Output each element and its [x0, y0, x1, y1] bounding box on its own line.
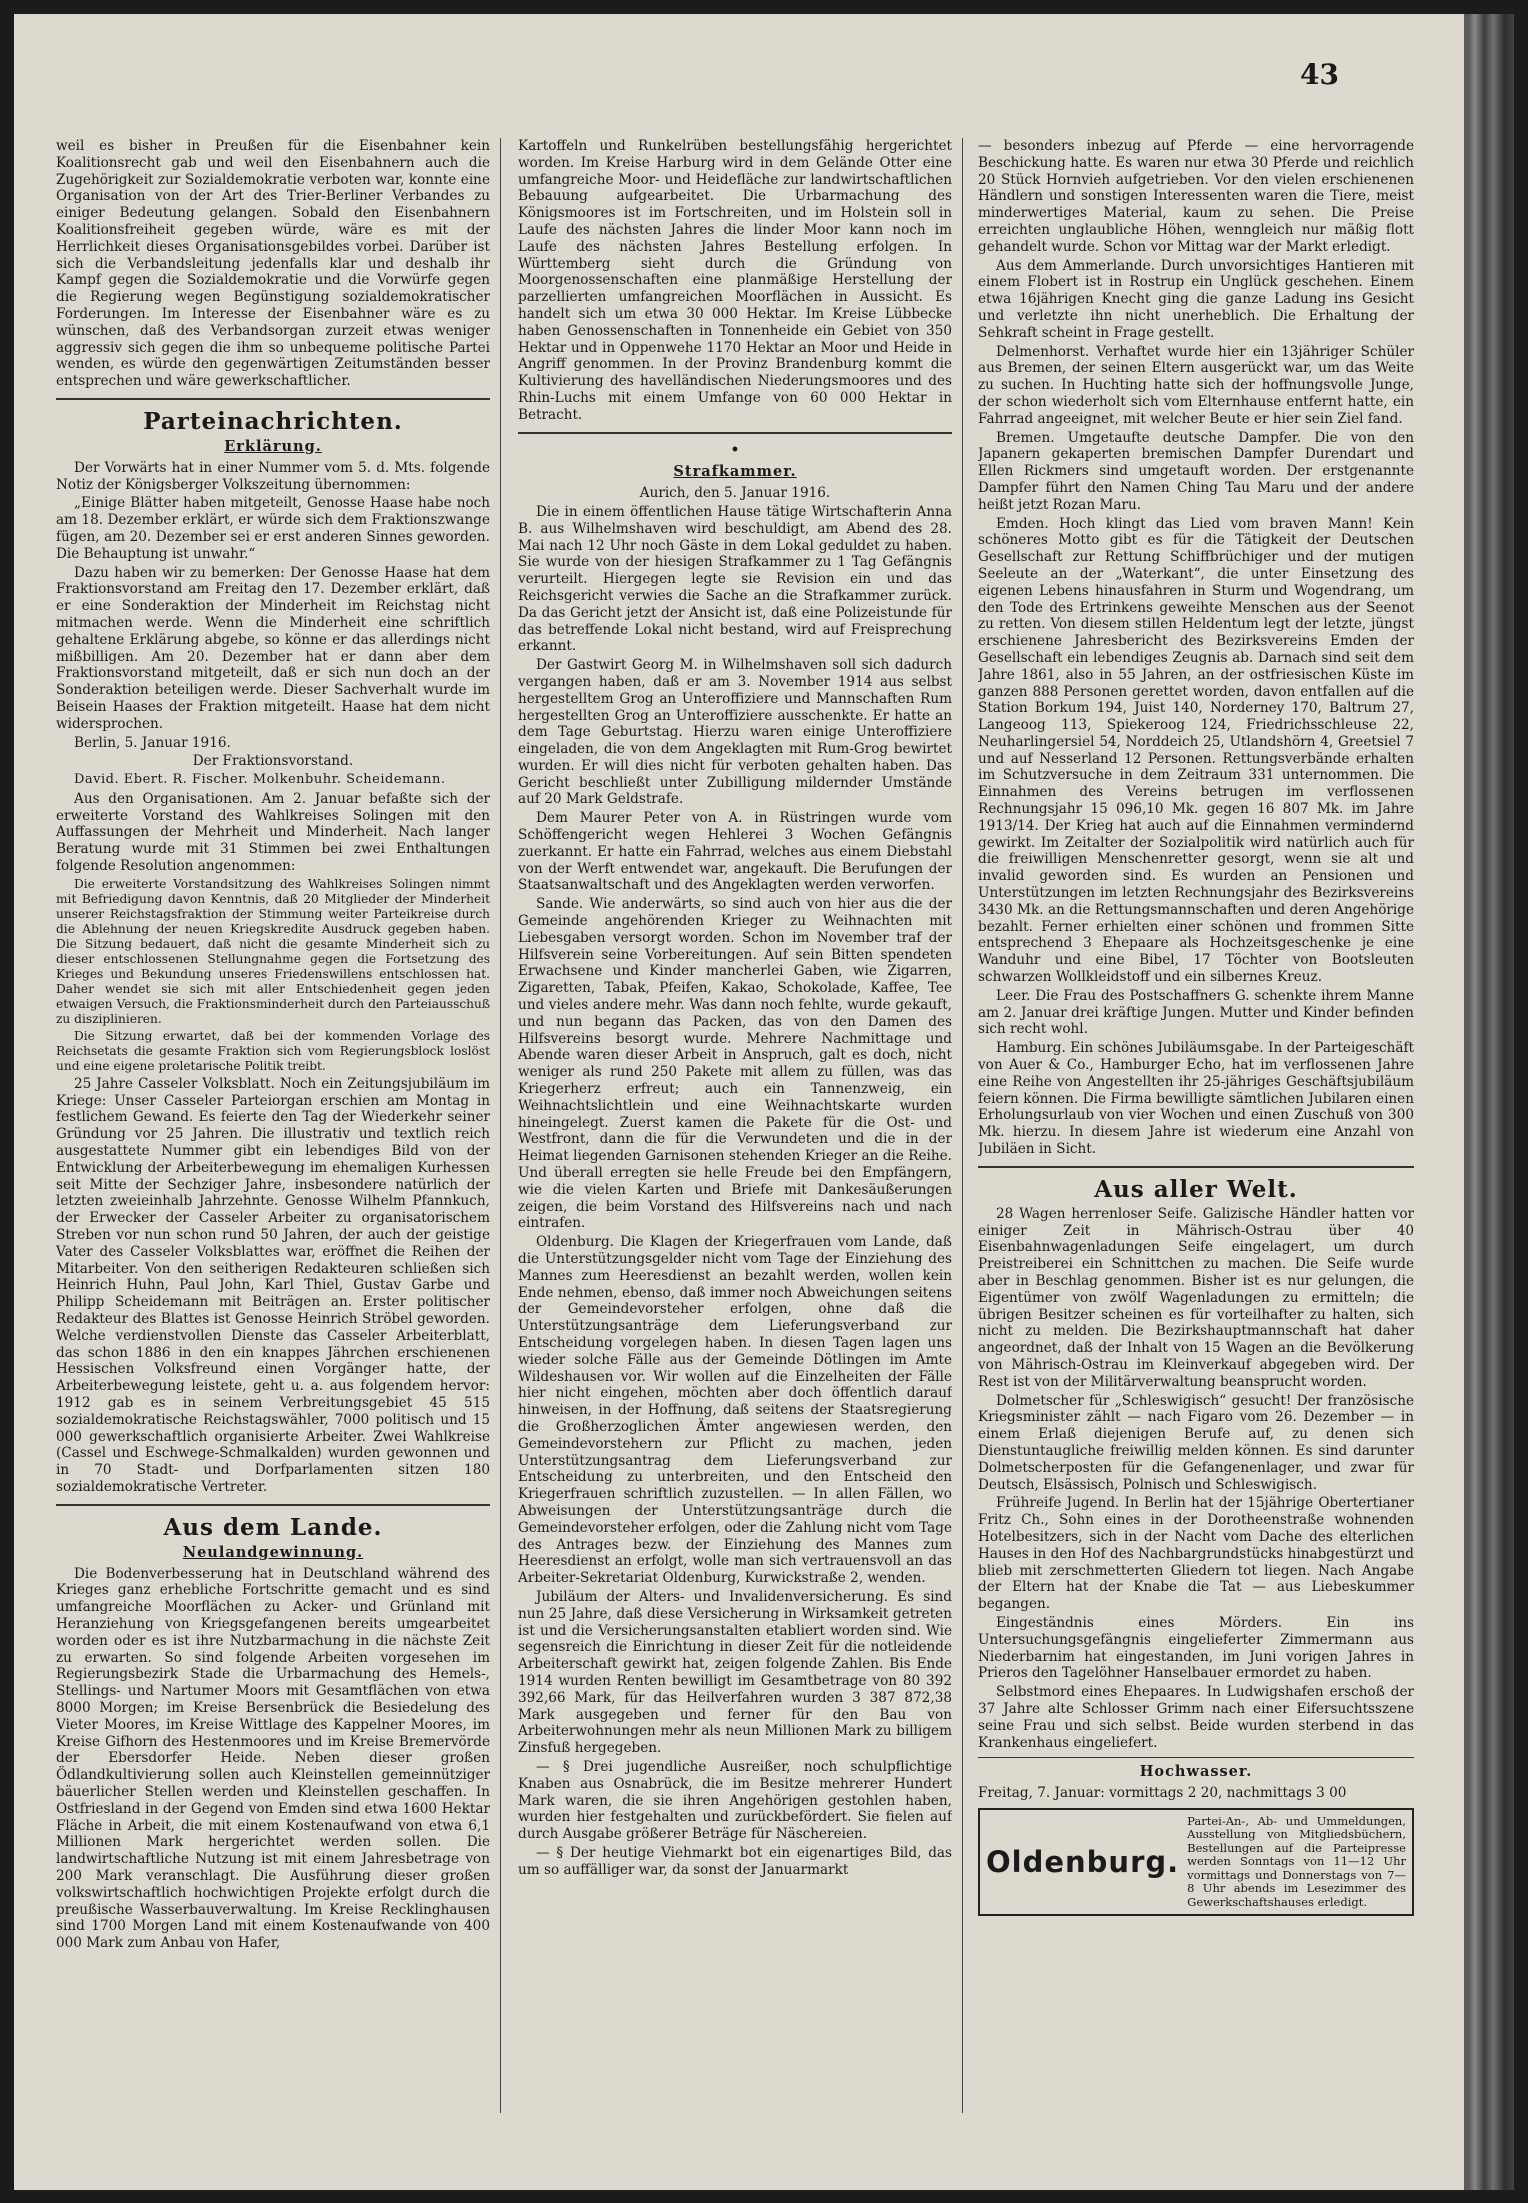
- divider: [518, 432, 952, 434]
- article-text: Aus den Organisationen. Am 2. Januar befaßte sich der erweiterte Vorstand des Wahlkreises Solingen mit den Auffassungen der Mehrheit und Minderheit. Nach langer Beratung wurde mit 31 Stimmen bei zwei Enthaltungen folgende Resolution angenommen:: [56, 790, 490, 875]
- column-3: [978, 138, 1414, 2128]
- article-text: — § Drei jugendliche Ausreißer, noch schulpflichtige Knaben aus Osnabrück, die im Besitze mehrerer Hundert Mark waren, die sie ihren Angehörigen gestohlen haben, wurden hier festgehalten und zurückbefördert. Sie fielen auf durch Ausgabe größerer Beträge für Näschereien.: [518, 1758, 952, 1843]
- section-heading-partei: Parteinachrichten.: [143, 407, 403, 435]
- sub-heading: Erklärung.: [224, 437, 322, 455]
- article-text: Frühreife Jugend. In Berlin hat der 15jährige Obertertianer Fritz Ch., Sohn eines in der Dorotheenstraße wohnenden Hotelbesitzers, sich in der Nacht vom Dache des elterlichen Hauses in den Hof des Nachbargrundstücks hinabgestürzt und blieb mit zerschmetterten Gliedern tot liegen. Nach Angabe der Eltern hat der Knabe die Tat — aus Liebeskummer begangen.: [978, 1495, 1414, 1613]
- article-text: Dazu haben wir zu bemerken: Der Genosse Haase hat dem Fraktionsvorstand am Freitag den 17. Dezember erklärt, daß er eine Sonderaktion der Minderheit im Reichstag nicht mitmachen werde. Wenn die Minderheit eine schriftlich gehaltene Erklärung abgebe, so könne er das allerdings nicht mißbilligen. Am 20. Dezember hat er dann aber dem Fraktionsvorstand mitgeteilt, daß er sich nun doch an der Sonderaktion beteiligen werde. Dieser Sachverhalt wurde im Beisein Haases der Fraktion mitgeteilt. Haase hat dem nicht widersprochen.: [56, 564, 490, 732]
- section-heading-lande: Aus dem Lande.: [163, 1513, 383, 1541]
- column-1: [56, 138, 490, 2128]
- article-text: Eingeständnis eines Mörders. Ein ins Untersuchungsgefängnis eingelieferter Zimmermann aus Niederbarnim hat eingestanden, im Juni vorigen Jahres in Prieros den Tagelöhner Hanselbauer ermordet zu haben.: [978, 1614, 1414, 1682]
- notice-box: [978, 1808, 1414, 1917]
- article-quote: „Einige Blätter haben mitgeteilt, Genosse Haase habe noch am 18. Dezember erklärt, er würde sich dem Fraktionszwange fügen, am 20. Dezember sei er erst anderen Sinnes geworden. Die Behauptung ist unwahr.“: [56, 495, 490, 562]
- article-text: Selbstmord eines Ehepaares. In Ludwigshafen erschoß der 37 Jahre alte Schlosser Grimm nach einer Eifersuchtsszene seine Frau und sich selbst. Beide wurden sterbend in das Krankenhaus eingeliefert.: [978, 1684, 1414, 1751]
- article-text: Hamburg. Ein schönes Jubiläumsgabe. In der Parteigeschäft von Auer & Co., Hamburger Echo, hat im verflossenen Jahre eine Reihe von Angestellten ihr 25-jähriges Geschäftsjubiläum feiern können. Die Firma bewilligte sämtlichen Jubilaren einen Erholungsurlaub von vier Wochen und einen Zuschuß von 300 Mk. hierzu. In diesem Jahre ist wiederum eine Anzahl von Jubiläen in Sicht.: [978, 1040, 1414, 1158]
- column-rule: [962, 138, 963, 2113]
- article-text: Sande. Wie anderwärts, so sind auch von hier aus die der Gemeinde angehörenden Krieger zu Weihnachten mit Liebesgaben versorgt worden. Schon im November traf der Hilfsverein seine Vorbereitungen. Auf sein Bitten spendeten Erwachsene und Kinder mancherlei Gaben, wie Zigarren, Zigaretten, Tabak, Pfeifen, Kakao, Schokolade, Kaffee, Tee und vieles andere mehr. Was dann noch fehlte, wurde gekauft, und nun begann das Packen, das von den Damen des Hilfsvereins besorgt wurde. Mehrere Nachmittage und Abende waren dieser Arbeit in Anspruch, galt es doch, nicht weniger als rund 250 Pakete mit allem zu füllen, was das Kriegerherz erfreut; auch ein Tannenzweig, ein Weihnachtslichtlein und eine Weihnachtskarte wurden hineingelegt. Zuerst kamen die Pakete für die Ost- und Westfront, dann die für die Verwundeten und die in der Heimat liegenden Garnisonen stehenden Krieger an die Reihe. Und überall erregten sie helle Freude bei den Empfängern, wie die vielen Karten und Briefe mit Dankesäußerungen zeigen, die beim Vorstand des Hilfsvereins nach und nach eintrafen.: [518, 896, 952, 1232]
- divider: [56, 1504, 490, 1506]
- divider: [56, 398, 490, 400]
- resolution-text: Die erweiterte Vorstandsitzung des Wahlkreises Solingen nimmt mit Befriedigung davon Kenntnis, daß 20 Mitglieder der Minderheit unserer Reichstagsfraktion der Stimmung weiter Parteikreise durch die Ablehnung der neuen Kriegskredite Ausdruck gegeben haben. Die Sitzung bedauert, daß nicht die gesamte Minderheit sich zu dieser entschlossenen Stellungnahme gegen die Fortsetzung des Krieges und Bekundung unseres Friedenswillens entschlossen hat. Daher wendet sie sich mit aller Entschiedenheit gegen jeden etwaigen Versuch, die Fraktionsminderheit durch den Parteiausschuß zu disziplinieren.: [56, 876, 490, 1026]
- section-heading-welt: Aus aller Welt.: [1094, 1175, 1298, 1203]
- signature: Der Fraktionsvorstand.: [192, 753, 354, 770]
- sub-heading-hochwasser: Hochwasser.: [1139, 1763, 1253, 1781]
- article-text: 25 Jahre Casseler Volksblatt. Noch ein Zeitungsjubiläum im Kriege: Unser Casseler Parteiorgan erschien am Montag in festlichem Gewand. Es feierte den Tag der Wiederkehr seiner Gründung vor 25 Jahren. Die illustrativ und textlich reich ausgestattete Nummer gibt ein lebendiges Bild von der Entwicklung der Arbeiterbewegung im ehemaligen Kurhessen seit Mitte der Sechziger Jahre, insbesondere natürlich der letzten zweieinhalb Jahrzehnte. Genosse Wilhelm Pfannkuch, der Erwecker der Casseler Arbeiter zu organisatorischem Streben vor nun schon rund 50 Jahren, der auch der geistige Vater des Casseler Volksblattes war, eröffnet die Reihen der Mitarbeiter. Von den seitherigen Redakteuren schließen sich Heinrich Huhn, Paul John, Karl Thiel, Gustav Garbe und Philipp Scheidemann mit Beiträgen an. Erster politischer Redakteur des Blattes ist Genosse Heinrich Ströbel geworden. Welche verdienstvollen Dienste das Casseler Arbeiterblatt, das schon 1886 in den ein knappes Jährchen erschienenen Hessischen Volksfreund einen Vorgänger hatte, der Arbeiterbewegung leistete, geht u. a. aus folgendem hervor: 1912 gab es in seinem Verbreitungsgebiet 45 515 sozialdemokratische Reichstagswähler, 7000 politisch und 15 000 gewerkschaftlich organisierte Arbeiter. Zwei Wahlkreise (Cassel und Eschwege-Schmalkalden) wurden gewonnen und in 70 Stadt- und Dorfparlamenten sitzen 180 sozialdemokratische Vertreter.: [56, 1075, 490, 1495]
- article-text: 28 Wagen herrenloser Seife. Galizische Händler hatten vor einiger Zeit in Mährisch-Ostrau über 40 Eisenbahnwagenladungen Seife eingelagert, um durch Preistreiberei ein Schnittchen zu machen. Die Seife wurde aber in Beschlag genommen. Bisher ist es nur gelungen, die Eigentümer von zwölf Wagenladungen zu ermitteln; die übrigen Besitzer scheinen es für vorteilhafter zu halten, sich nicht zu melden. Die Bezirkshauptmannschaft hat daher angeordnet, daß der Inhalt von 15 Wagen an die Bevölkerung von Mährisch-Ostrau im Kleinverkauf abgegeben wird. Der Rest ist von der Militärverwaltung beansprucht worden.: [978, 1205, 1414, 1390]
- notice-text: Partei-An-, Ab- und Ummeldungen, Ausstellung von Mitgliedsbüchern, Bestellungen auf die Parteipresse werden Sonntags von 11—12 Uhr vormittags und Donnerstags von 7—8 Uhr abends im Lesezimmer des Gewerkschaftshauses erledigt.: [1187, 1813, 1406, 1909]
- article-text: Dem Maurer Peter von A. in Rüstringen wurde vom Schöffengericht wegen Hehlerei 3 Wochen Gefängnis zuerkannt. Er hatte ein Fahrrad, welches aus einem Diebstahl von der Werft entwendet war, angekauft. Die Berufungen der Staatsanwaltschaft und des Angeklagten werden verworfen.: [518, 810, 952, 894]
- page-number: 43: [1300, 58, 1339, 91]
- article-text: Delmenhorst. Verhaftet wurde hier ein 13jähriger Schüler aus Bremen, der seinen Eltern ausgerückt war, um das Weite zu suchen. In Huchting hatte sich der hoffnungsvolle Junge, der schon wiederholt sich vom Elternhause entfernt hatte, ein Fahrrad angeeignet, mit welcher Beute er hier sein Ziel fand.: [978, 343, 1414, 427]
- article-text: weil es bisher in Preußen für die Eisenbahner kein Koalitionsrecht gab und weil den Eisenbahnern auch die Zugehörigkeit zur Sozialdemokratie verboten war, konnte eine Organisation von der Art des Trier-Berliner Verbandes zu einiger Bedeutung gelangen. Sobald den Eisenbahnern Koalitionsfreiheit gegeben würde, wäre es mit der Herrlichkeit dieses Organisationsgebildes vorbei. Darüber ist sich die Verbandsleitung jedenfalls klar und deshalb ihr Kampf gegen die Sozialdemokratie und die Vorwürfe gegen die Regierung wegen Begünstigung sozialdemokratischer Forderungen. Im Interesse der Eisenbahner wäre es zu wünschen, daß des Verbandsorgan zurzeit etwas weniger aggressiv sich gegen die ihm so unbequeme politische Partei wenden, es würde den gegenwärtigen Zeitumständen besser entsprechen und wäre gewerkschaftlicher.: [56, 138, 490, 390]
- divider: [978, 1757, 1414, 1758]
- tide-times: Freitag, 7. Januar: vormittags 2 20, nachmittags 3 00: [978, 1785, 1347, 1802]
- column-2: [518, 138, 952, 2128]
- article-text: Leer. Die Frau des Postschaffners G. schenkte ihrem Manne am 2. Januar drei kräftige Jungen. Mutter und Kinder befinden sich recht wohl.: [978, 987, 1414, 1038]
- article-text: Dolmetscher für „Schleswigisch“ gesucht! Der französische Kriegsminister zählt — nach Figaro vom 26. Dezember — in einem Erlaß diejenigen Berufe auf, zu denen sich Dienstuntaugliche freiwillig melden können. Es sind darunter Dolmetscherposten für die Gefangenenlager, und zwar für Deutsch, Elsässisch, Polnisch und Schleswigisch.: [978, 1392, 1414, 1493]
- sub-heading: Strafkammer.: [673, 463, 797, 481]
- dateline: Berlin, 5. Januar 1916.: [74, 734, 231, 751]
- resolution-text: Die Sitzung erwartet, daß bei der kommenden Vorlage des Reichsetats die gesamte Fraktion sich vom Regierungsblock loslöst und eine eigene proletarische Politik treibt.: [56, 1028, 490, 1073]
- sub-heading: Neulandgewinnung.: [182, 1543, 364, 1561]
- article-text: Emden. Hoch klingt das Lied vom braven Mann! Kein schöneres Motto gibt es für die Tätigkeit der Deutschen Gesellschaft zur Rettung Schiffbrüchiger und der mutigen Seeleute an der „Waterkant“, die unter Einsetzung des eigenen Lebens hinausfahren in Sturm und Wogendrang, um den Tode des Ertrinkens geweihte Menschen aus der Seenot zu retten. Von diesem stillen Heldentum legt der letzte, jüngst erschienene Jahresbericht des Bezirksvereins Emden der Gesellschaft ein lebendiges Zeugnis ab. Darnach sind seit dem Jahre 1861, also in 55 Jahren, an der ostfriesischen Küste im ganzen 888 Personen gerettet worden, davon entfallen auf die Station Borkum 194, Juist 140, Norderney 170, Baltrum 27, Langeoog 113, Spiekeroog 124, Friedrichsschleuse 22, Neuharlingersiel 54, Norddeich 25, Utlandshörn 4, Greetsiel 7 und auf Nesserland 12 Personen. Rettungsverbände erhalten im Schutzversuche in dem Zeitraum 331 unternommen. Die Einnahmen des Vereins betrugen im verflossenen Rechnungsjahr 15 096,10 Mk. gegen 16 807 Mk. im Jahre 1913/14. Der Krieg hat auch auf die Einnahmen vermindernd gewirkt. Im Zeitalter der Sozialpolitik wird natürlich auch für die freiwilligen Menschenretter gesorgt, wenn sie alt und invalid geworden sind. Es wurden an Pensionen und Unterstützungen im letzten Rechnungsjahr des Bezirksvereins 3430 Mk. an die Rettungsmannschaften und deren Angehörige bezahlt. Ferner erhielten einer schönen und frommen Sitte entsprechend 3 Ehepaare als Hochzeitsgeschenke je eine Wanduhr und eine Bibel, 17 Töchter von Bootsleuten schwarzen Wollkleidstoff und ein silbernes Kreuz.: [978, 515, 1414, 986]
- bullet-ornament: •: [730, 441, 740, 458]
- article-text: Oldenburg. Die Klagen der Kriegerfrauen vom Lande, daß die Unterstützungsgelder nicht vom Tage der Einziehung des Mannes zum Heeresdienst an bezahlt werden, wollen kein Ende nehmen, ebenso, daß immer noch Abweichungen seitens der Gemeindevorsteher erfolgen, ohne daß die Unterstützungsanträge dem Lieferungsverband zur Entscheidung vorgelegen haben. In diesen Tagen lagen uns wieder solche Fälle aus der Gemeinde Dötlingen im Amte Wildeshausen vor. Wir wollen auf die Einzelheiten der Fälle hier nicht eingehen, möchten aber doch öffentlich darauf hinweisen, in der Hoffnung, daß seitens der Staatsregierung die Großherzoglichen Ämter angewiesen werden, den Gemeindevorstehern zur Pflicht zu machen, jeden Unterstützungsantrag dem Lieferungsverband zur Entscheidung zu unterbreiten, und den Entscheid den Kriegerfrauen schriftlich zuzustellen. — In allen Fällen, wo Abweisungen der Unterstützungsanträge durch die Gemeindevorsteher erfolgen, oder die Zahlung nicht vom Tage des Antrages bezw. der Einziehung des Mannes zum Heeresdienst an erfolgt, wolle man sich vertrauensvoll an das Arbeiter-Sekretariat Oldenburg, Kurwickstraße 2, wenden.: [518, 1234, 952, 1587]
- article-text: Aus dem Ammerlande. Durch unvorsichtiges Hantieren mit einem Flobert ist in Rostrup ein Unglück geschehen. Einem etwa 16jährigen Knecht ging die ganze Ladung ins Gesicht und verletzte ihn nicht unerheblich. Die Erhaltung der Sehkraft scheint in Frage gestellt.: [978, 257, 1414, 341]
- article-text: Der Vorwärts hat in einer Nummer vom 5. d. Mts. folgende Notiz der Königsberger Volkszeitung übernommen:: [56, 459, 490, 493]
- notice-title: Oldenburg.: [986, 1844, 1180, 1879]
- article-text: Kartoffeln und Runkelrüben bestellungsfähig hergerichtet worden. Im Kreise Harburg wird in dem Gelände Otter eine umfangreiche Moor- und Heidefläche zur landwirtschaftlichen Bebauung aufgearbeitet. Die Urbarmachung des Königsmoores ist im Fortschreiten, und im Holstein soll in Laufe des nächsten Jahres die linder Moor kann noch im Laufe des nächsten Jahres Bestellung erfolgen. In Württemberg sieht durch die Gründung von Moorgenossenschaften eine planmäßige Herstellung der parzellierten umfangreichen Moorflächen in Aussicht. Es handelt sich um etwa 30 000 Hektar. Im Kreise Lübbecke haben Genossenschaften in Tonnenheide ein Gebiet von 350 Hektar und in Oppenwehe 1170 Hektar an Moor und Heide in Angriff genommen. In der Provinz Brandenburg kommt die Kultivierung des havelländischen Niederungsmoores und des Rhin-Luchs mit einem Umfange von 60 000 Hektar in Betracht.: [518, 138, 952, 423]
- article-text: — besonders inbezug auf Pferde — eine hervorragende Beschickung hatte. Es waren nur etwa 30 Pferde und reichlich 20 Stück Hornvieh aufgetrieben. Vor den vielen erschienenen Händlern und sonstigen Interessenten waren die Tiere, meist minderwertiges Material, kaum zu sehen. Die Preise erreichten unglaubliche Höhen, wenngleich nur mäßig flott gehandelt wurde. Schon vor Mittag war der Markt erledigt.: [978, 138, 1414, 255]
- article-text: Die Bodenverbesserung hat in Deutschland während des Krieges ganz erhebliche Fortschritte gemacht und es sind umfangreiche Moorflächen zu Acker- und Grünland mit Heranziehung von Kriegsgefangenen bereits umgearbeitet worden oder es ist ihre Nutzbarmachung in die nächste Zeit zu erwarten. So sind folgende Arbeiten vorgesehen im Regierungsbezirk Stade die Urbarmachung des Hemels-, Stellings- und Nartumer Moors mit Gesamtflächen von etwa 8000 Morgen; im Kreise Bersenbrück die Besiedelung des Vieter Moores, im Kreise Wittlage des Kappelner Moores, im Kreise Gifhorn des Hestenmoores und im Kreise Bremervörde der Ebersdorfer Heide. Neben dieser großen Ödlandkultivierung sollen auch Kleinstellen gemeinnütziger bäuerlicher Stellen werden und Kleinstellen geschaffen. In Ostfriesland in der Gegend von Emden sind etwa 1600 Hektar Fläche in Arbeit, die mit einem Kostenaufwand von etwa 6,1 Millionen Mark hergerichtet werden sollen. Die landwirtschaftliche Nutzung ist mit einem Jahresbetrage von 200 Mark veranschlagt. Die Ausführung dieser großen volkswirtschaftlich hochwichtigen Projekte erfolgt durch die preußische Wasserbauverwaltung. Im Kreise Recklinghausen sind 1700 Morgen Land mit einem Kostenaufwande von 400 000 Mark zum Anbau von Hafer,: [56, 1565, 490, 1952]
- divider: [978, 1166, 1414, 1168]
- dateline: Aurich, den 5. Januar 1916.: [639, 485, 831, 502]
- article-text: Der Gastwirt Georg M. in Wilhelmshaven soll sich dadurch vergangen haben, daß er am 3. November 1914 aus selbst hergestelltem Grog an Unteroffiziere und Mannschaften Rum hergestellten Grog an Unteroffiziere ausschenkte. Er hatte an dem Tage Geburtstag. Hierzu waren einige Unteroffiziere eingeladen, die von dem Angeklagten mit Rum-Grog bewirtet wurden. Er will dies nicht für verboten gehalten haben. Das Gericht beschließt unter Zubilligung mildernder Umstände auf 20 Mark Geldstrafe.: [518, 657, 952, 808]
- book-binding: [1468, 14, 1514, 2190]
- article-text: Die in einem öffentlichen Hause tätige Wirtschafterin Anna B. aus Wilhelmshaven wird beschuldigt, am Abend des 28. Mai nach 12 Uhr noch Gäste in dem Lokal geduldet zu haben. Sie wurde von der hiesigen Strafkammer zu 1 Tag Gefängnis verurteilt. Hiergegen legte sie Revision ein und das Reichsgericht verwies die Sache an die Strafkammer zurück. Da das Gericht jetzt der Ansicht ist, daß eine Polizeistunde für das betreffende Lokal nicht bestand, wird auf Freisprechung erkannt.: [518, 503, 952, 655]
- signature-names: David. Ebert. R. Fischer. Molkenbuhr. Scheidemann.: [74, 772, 446, 788]
- article-text: Jubiläum der Alters- und Invalidenversicherung. Es sind nun 25 Jahre, daß diese Versicherung in Wirksamkeit getreten ist und die Versicherungsanstalten etabliert worden sind. Wie segensreich die Einrichtung in dieser Zeit für die notleidende Arbeiterschaft gewirkt hat, zeigen folgende Zahlen. Bis Ende 1914 wurden Renten bewilligt im Gesamtbetrage von 80 392 392,66 Mark, für das Heilverfahren wurden 3 387 872,38 Mark ausgegeben und ferner für den Bau von Arbeiterwohnungen mehr als neun Millionen Mark zu billigem Zinsfuß hergegeben.: [518, 1588, 952, 1757]
- article-text: Bremen. Umgetaufte deutsche Dampfer. Die von den Japanern gekaperten bremischen Dampfer Durendart und Ellen Rickmers sind umgetauft worden. Der erstgenannte Dampfer führt den Namen Ching Tau Maru und der andere heißt jetzt Rozan Maru.: [978, 429, 1414, 513]
- column-rule: [500, 138, 501, 2113]
- article-text: — § Der heutige Viehmarkt bot ein eigenartiges Bild, das um so auffälliger war, da sonst der Januarmarkt: [518, 1844, 952, 1878]
